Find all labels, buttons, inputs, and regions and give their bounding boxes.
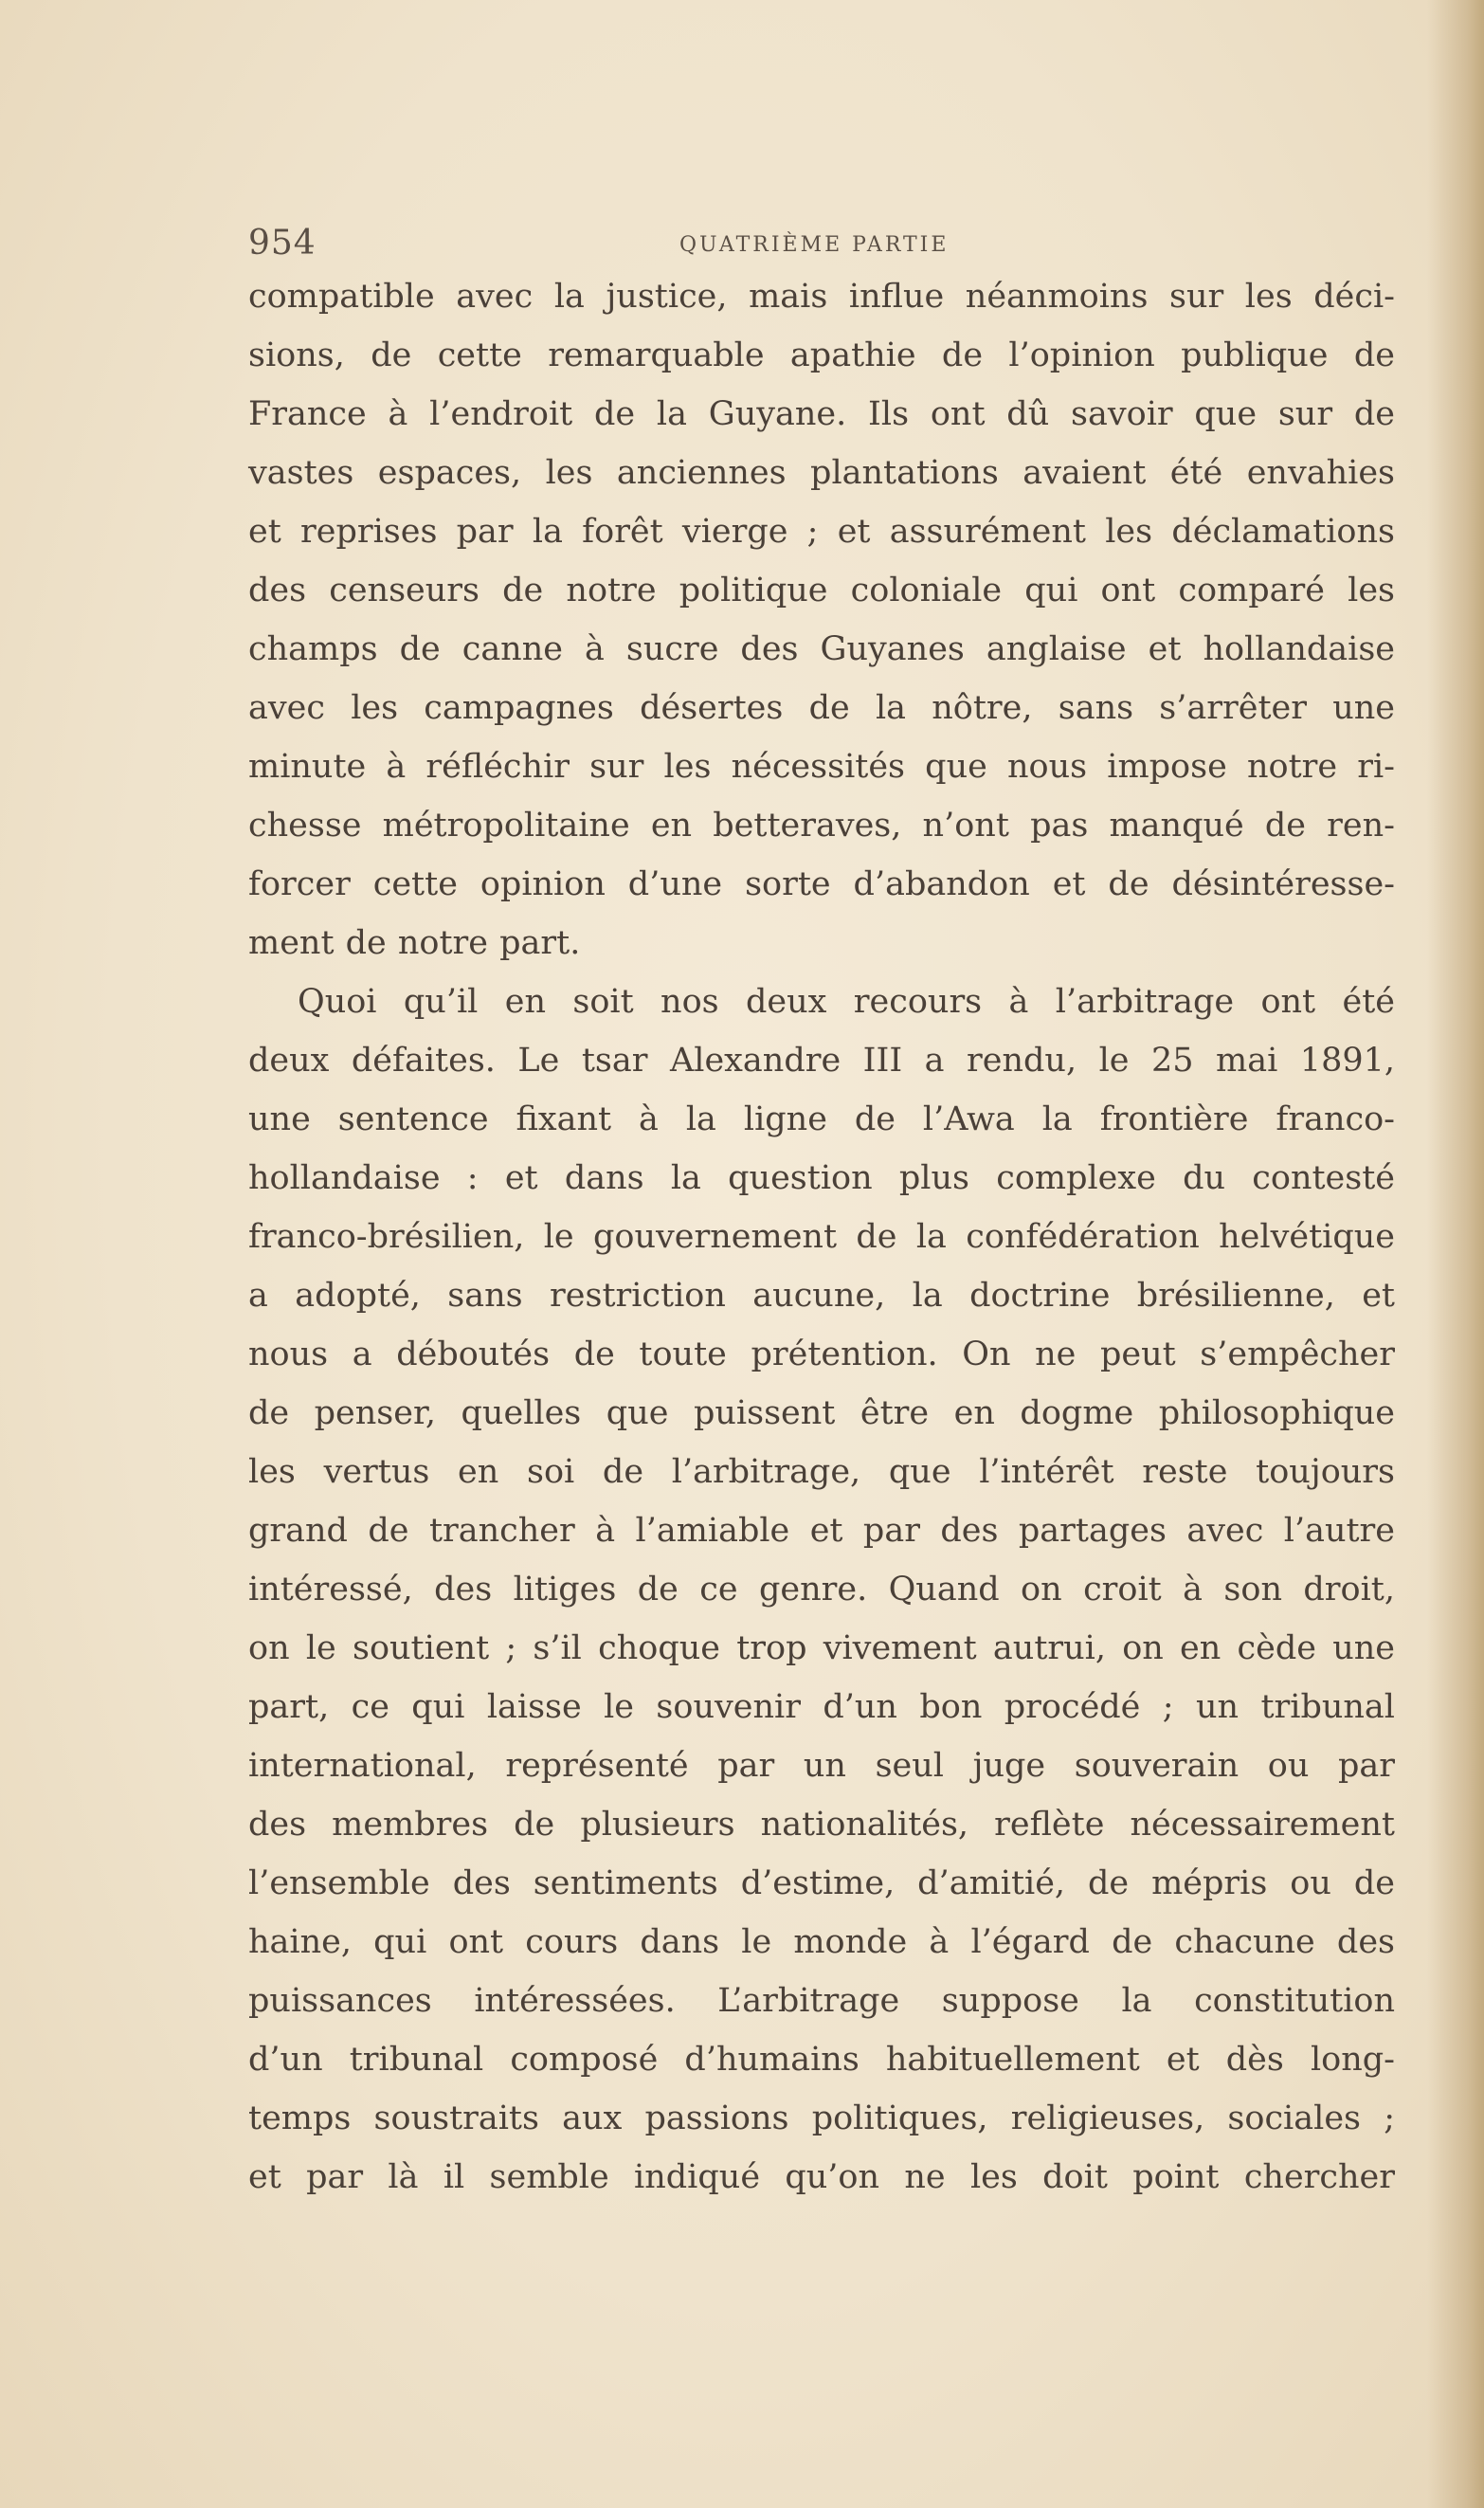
text-line: minute à réfléchir sur les nécessités que nous impose notre ri- — [248, 748, 1395, 786]
paragraph-start-line: Quoi qu’il en soit nos deux recours à l’arbitrage ont été — [298, 983, 1395, 1021]
text-line: a adopté, sans restriction aucune, la doctrine brésilienne, et — [248, 1277, 1395, 1315]
body-text — [248, 267, 1395, 2207]
text-line: de penser, quelles que puissent être en dogme philosophique — [248, 1394, 1395, 1432]
page-number: 954 — [248, 224, 317, 263]
page-header — [248, 224, 1395, 271]
text-line: des membres de plusieurs nationalités, reflète nécessairement — [248, 1806, 1395, 1844]
text-line: chesse métropolitaine en betteraves, n’ont pas manqué de ren- — [248, 807, 1395, 845]
text-line: ment de notre part. — [248, 924, 581, 962]
text-line: les vertus en soi de l’arbitrage, que l’intérêt reste toujours — [248, 1453, 1395, 1491]
text-line: forcer cette opinion d’une sorte d’abandon et de désintéresse- — [248, 865, 1395, 903]
text-line: international, représenté par un seul juge souverain ou par — [248, 1747, 1395, 1785]
text-line: vastes espaces, les anciennes plantations avaient été envahies — [248, 454, 1395, 492]
text-line: puissances intéressées. L’arbitrage suppose la constitution — [248, 1982, 1395, 2020]
text-line: une sentence fixant à la ligne de l’Awa la frontière franco- — [248, 1100, 1395, 1138]
text-line: franco-brésilien, le gouvernement de la confédération helvétique — [248, 1218, 1395, 1256]
text-line: France à l’endroit de la Guyane. Ils ont dû savoir que sur de — [248, 395, 1395, 433]
text-line: on le soutient ; s’il choque trop vivement autrui, on en cède une — [248, 1629, 1395, 1667]
text-line: champs de canne à sucre des Guyanes anglaise et hollandaise — [248, 630, 1395, 668]
text-line: deux défaites. Le tsar Alexandre III a rendu, le 25 mai 1891, — [248, 1042, 1395, 1080]
text-line: avec les campagnes désertes de la nôtre, sans s’arrêter une — [248, 689, 1395, 727]
text-line: d’un tribunal composé d’humains habituellement et dès long- — [248, 2041, 1395, 2079]
text-line: nous a déboutés de toute prétention. On ne peut s’empêcher — [248, 1336, 1395, 1373]
text-line: des censeurs de notre politique coloniale qui ont comparé les — [248, 572, 1395, 609]
text-line: grand de trancher à l’amiable et par des partages avec l’autre — [248, 1512, 1395, 1550]
text-line: intéressé, des litiges de ce genre. Quand on croit à son droit, — [248, 1571, 1395, 1608]
text-line: haine, qui ont cours dans le monde à l’égard de chacune des — [248, 1923, 1395, 1961]
running-head: QUATRIÈME PARTIE — [679, 233, 950, 257]
text-line: temps soustraits aux passions politiques, religieuses, sociales ; — [248, 2099, 1395, 2137]
text-line: part, ce qui laisse le souvenir d’un bon procédé ; un tribunal — [248, 1688, 1395, 1726]
text-line: compatible avec la justice, mais influe néanmoins sur les déci- — [248, 278, 1395, 316]
text-line: hollandaise : et dans la question plus complexe du contesté — [248, 1159, 1395, 1197]
text-line: et par là il semble indiqué qu’on ne les doit point chercher — [248, 2158, 1395, 2196]
text-line: sions, de cette remarquable apathie de l’opinion publique de — [248, 336, 1395, 374]
text-line: l’ensemble des sentiments d’estime, d’amitié, de mépris ou de — [248, 1864, 1395, 1902]
page-edge-shadow — [1427, 0, 1484, 2508]
text-line: et reprises par la forêt vierge ; et assurément les déclamations — [248, 513, 1395, 551]
